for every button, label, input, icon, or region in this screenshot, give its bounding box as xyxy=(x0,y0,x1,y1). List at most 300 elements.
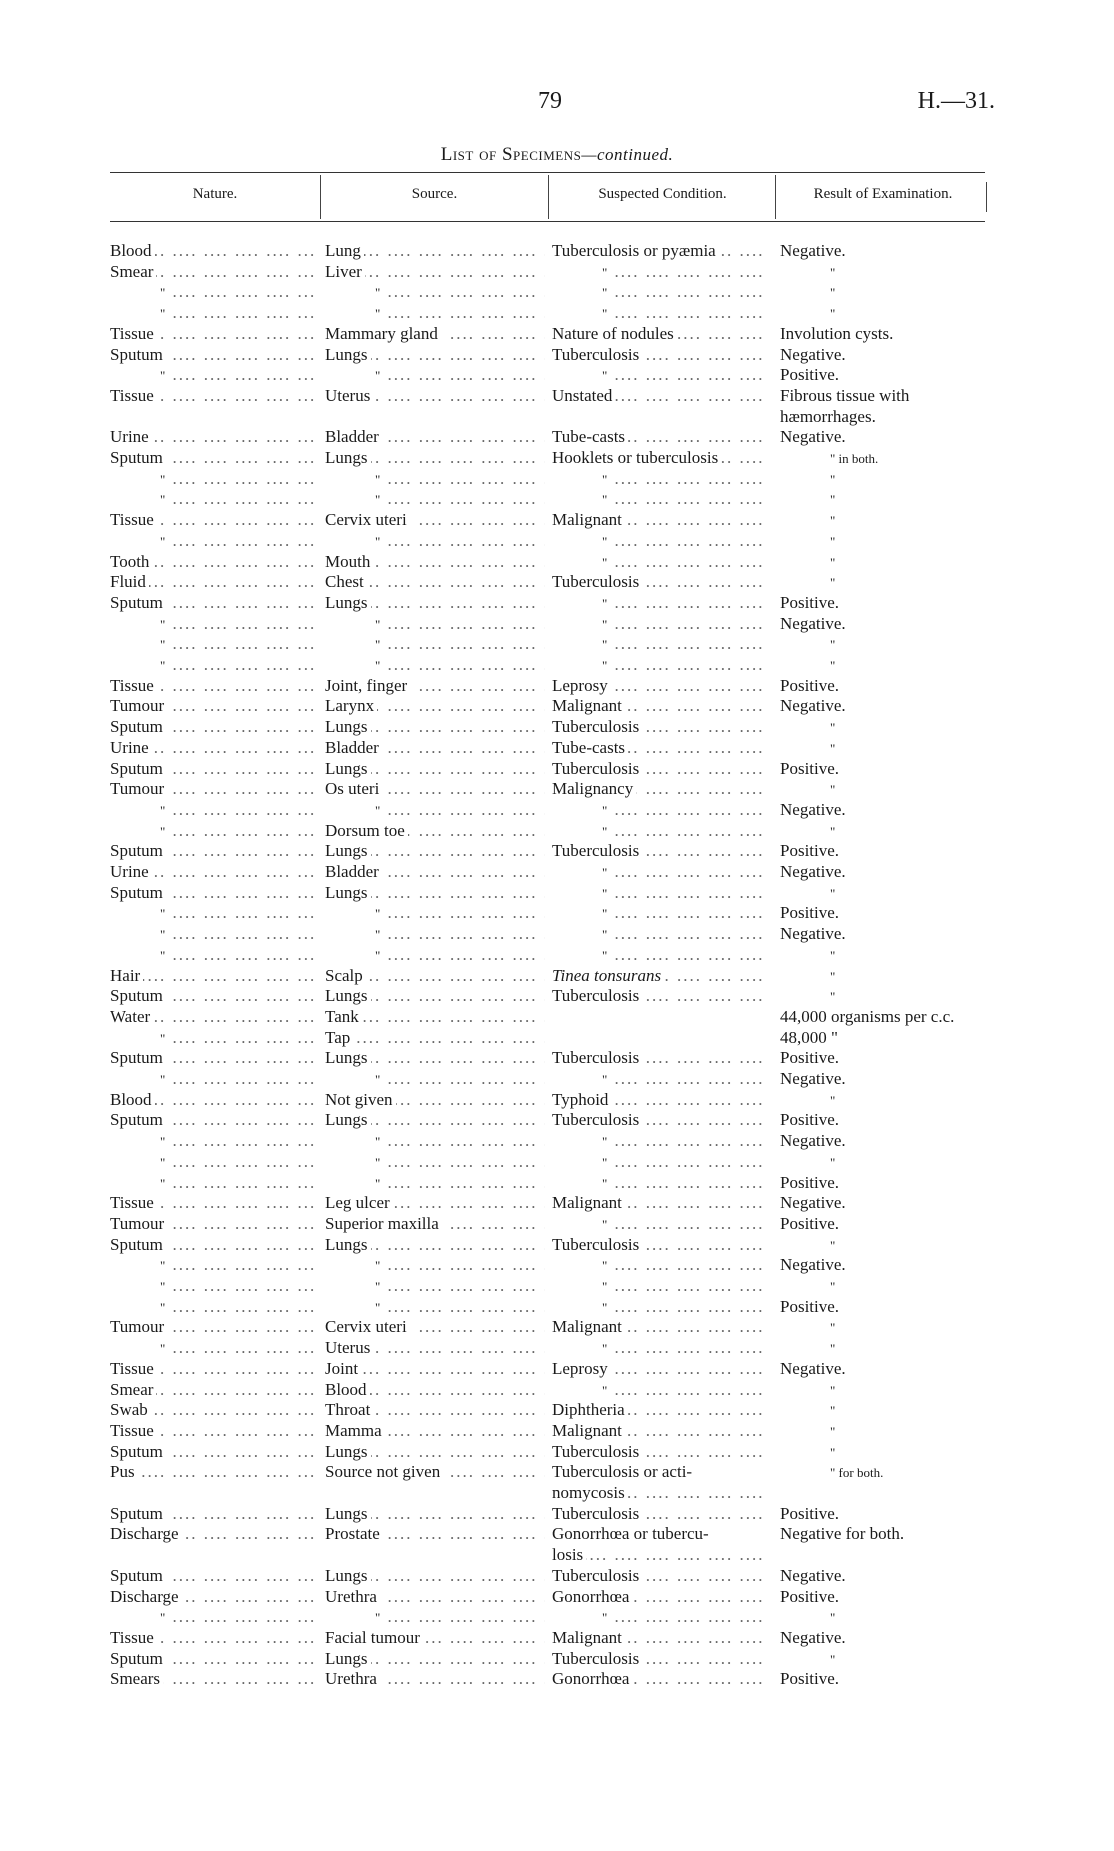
result-cell: Negative. xyxy=(780,344,995,365)
result-cell: Positive. xyxy=(780,1586,995,1607)
source-cell: Facial tumour .... xyxy=(325,1627,545,1648)
nature-cell: " .... xyxy=(110,902,315,924)
source-cell: " .... xyxy=(325,302,545,324)
table-row xyxy=(0,737,1114,758)
source-cell: Lungs .... xyxy=(325,1565,545,1586)
nature-cell: Sputum .... xyxy=(110,1565,315,1586)
condition-cell xyxy=(552,406,770,427)
nature-cell: Tooth .... xyxy=(110,551,315,572)
nature-cell: Smear .... xyxy=(110,1379,315,1400)
result-cell: " xyxy=(780,654,995,676)
nature-cell: " .... xyxy=(110,820,315,842)
result-cell: 48,000 " xyxy=(780,1027,995,1048)
condition-cell: losis .... xyxy=(552,1544,770,1565)
table-row xyxy=(0,716,1114,737)
result-cell: " xyxy=(780,302,995,324)
result-cell: Negative. xyxy=(780,613,995,634)
table-row xyxy=(0,488,1114,509)
result-cell xyxy=(780,1544,995,1565)
source-cell: Leg ulcer .... xyxy=(325,1192,545,1213)
table-row xyxy=(0,1565,1114,1586)
nature-cell: " .... xyxy=(110,654,315,676)
source-cell: Mammary gland .... xyxy=(325,323,545,344)
nature-cell: " .... xyxy=(110,488,315,510)
nature-cell: " .... xyxy=(110,1027,315,1049)
source-cell: Urethra .... xyxy=(325,1586,545,1607)
column-separator xyxy=(986,182,987,212)
column-header-result: Result of Examination. xyxy=(813,186,953,202)
table-row xyxy=(0,778,1114,799)
condition-cell: Malignant .... xyxy=(552,1627,770,1648)
table-row xyxy=(0,1461,1114,1482)
nature-cell: Pus .... xyxy=(110,1461,315,1482)
table-row xyxy=(0,1027,1114,1048)
condition-cell: Gonorrhœa .... xyxy=(552,1586,770,1607)
source-cell: Lungs .... xyxy=(325,1234,545,1255)
condition-cell: " .... xyxy=(552,364,770,386)
condition-cell: Tuberculosis .... xyxy=(552,1109,770,1130)
source-cell: Scalp .... xyxy=(325,965,545,986)
source-cell: " .... xyxy=(325,1296,545,1318)
table-row xyxy=(0,1151,1114,1172)
result-cell: " xyxy=(780,944,995,966)
condition-cell: " .... xyxy=(552,861,770,883)
table-row xyxy=(0,1006,1114,1027)
nature-cell: Blood .... xyxy=(110,240,315,261)
nature-cell: Sputum .... xyxy=(110,1109,315,1130)
table-row xyxy=(0,1130,1114,1151)
condition-cell: Gonorrhœa or tubercu- xyxy=(552,1523,770,1544)
result-cell: Positive. xyxy=(780,902,995,923)
result-cell: " xyxy=(780,737,995,759)
nature-cell: Fluid .... xyxy=(110,571,315,592)
result-cell: " xyxy=(780,882,995,904)
result-cell: " xyxy=(780,985,995,1007)
result-cell: Negative. xyxy=(780,1254,995,1275)
result-cell: hæmorrhages. xyxy=(780,406,995,427)
condition-cell: " .... xyxy=(552,633,770,655)
table-row xyxy=(0,1296,1114,1317)
table-row xyxy=(0,1379,1114,1400)
result-cell: Negative. xyxy=(780,240,995,261)
source-cell: " .... xyxy=(325,1606,545,1628)
table-row xyxy=(0,406,1114,427)
source-cell: Lung .... xyxy=(325,240,545,261)
table-row xyxy=(0,902,1114,923)
condition-cell: Unstated .... xyxy=(552,385,770,406)
condition-cell: Gonorrhœa .... xyxy=(552,1668,770,1689)
condition-cell: " .... xyxy=(552,1172,770,1194)
table-row xyxy=(0,344,1114,365)
condition-cell: Malignant .... xyxy=(552,1420,770,1441)
result-cell: Positive. xyxy=(780,592,995,613)
result-cell: " xyxy=(780,509,995,531)
result-cell: Negative. xyxy=(780,426,995,447)
nature-cell: " .... xyxy=(110,302,315,324)
condition-cell: " .... xyxy=(552,1275,770,1297)
result-cell: Negative. xyxy=(780,1068,995,1089)
result-cell: " xyxy=(780,965,995,987)
source-cell: Dorsum toe .... xyxy=(325,820,545,841)
source-cell: " .... xyxy=(325,944,545,966)
source-cell: Lungs .... xyxy=(325,840,545,861)
condition-cell: " .... xyxy=(552,1296,770,1318)
source-cell: " .... xyxy=(325,1151,545,1173)
result-cell: " for both. xyxy=(780,1461,995,1483)
source-cell: Lungs .... xyxy=(325,716,545,737)
condition-cell: Tuberculosis .... xyxy=(552,758,770,779)
nature-cell: Urine .... xyxy=(110,426,315,447)
condition-cell: " .... xyxy=(552,882,770,904)
nature-cell: Tumour .... xyxy=(110,695,315,716)
condition-cell: Tuberculosis .... xyxy=(552,1234,770,1255)
column-separator xyxy=(548,175,549,219)
source-cell: Lungs .... xyxy=(325,985,545,1006)
source-cell: Lungs .... xyxy=(325,1648,545,1669)
condition-cell: Tuberculosis or acti- xyxy=(552,1461,770,1482)
table-row xyxy=(0,1254,1114,1275)
nature-cell: " .... xyxy=(110,1606,315,1628)
condition-cell: " .... xyxy=(552,902,770,924)
page-number: 79 xyxy=(538,88,562,114)
result-cell: " xyxy=(780,1234,995,1256)
condition-cell: " .... xyxy=(552,799,770,821)
table-row xyxy=(0,323,1114,344)
condition-cell: " .... xyxy=(552,488,770,510)
result-cell: " xyxy=(780,778,995,800)
condition-cell: Tuberculosis .... xyxy=(552,1565,770,1586)
condition-cell: " .... xyxy=(552,1254,770,1276)
source-cell: Liver .... xyxy=(325,261,545,282)
condition-cell: Tuberculosis .... xyxy=(552,716,770,737)
table-row xyxy=(0,1234,1114,1255)
source-cell: " .... xyxy=(325,613,545,635)
table-row xyxy=(0,1337,1114,1358)
table-row xyxy=(0,1109,1114,1130)
nature-cell: " .... xyxy=(110,1151,315,1173)
table-row xyxy=(0,1627,1114,1648)
list-title xyxy=(0,144,1114,166)
result-cell: Positive. xyxy=(780,1296,995,1317)
result-cell: " xyxy=(780,1316,995,1338)
table-header-rule xyxy=(110,221,985,222)
condition-cell: " .... xyxy=(552,592,770,614)
source-cell: Uterus .... xyxy=(325,385,545,406)
condition-cell xyxy=(552,1006,770,1027)
table-row xyxy=(0,1503,1114,1524)
nature-cell: Sputum .... xyxy=(110,882,315,903)
nature-cell: " .... xyxy=(110,1275,315,1297)
nature-cell: " .... xyxy=(110,281,315,303)
table-row xyxy=(0,281,1114,302)
table-row xyxy=(0,385,1114,406)
source-cell: " .... xyxy=(325,1068,545,1090)
nature-cell xyxy=(110,406,315,427)
table-row xyxy=(0,509,1114,530)
nature-cell: Tissue .... xyxy=(110,1358,315,1379)
nature-cell: " .... xyxy=(110,1068,315,1090)
condition-cell: " .... xyxy=(552,654,770,676)
table-row xyxy=(0,613,1114,634)
table-row xyxy=(0,447,1114,468)
result-cell: " xyxy=(780,716,995,738)
condition-cell: Tube-casts .... xyxy=(552,426,770,447)
result-cell: " xyxy=(780,1420,995,1442)
column-separator xyxy=(320,175,321,219)
nature-cell: " .... xyxy=(110,1172,315,1194)
source-cell: Joint .... xyxy=(325,1358,545,1379)
result-cell: Positive. xyxy=(780,840,995,861)
result-cell: Negative for both. xyxy=(780,1523,995,1544)
nature-cell: " .... xyxy=(110,1296,315,1318)
table-row xyxy=(0,1047,1114,1068)
nature-cell: Smears .... xyxy=(110,1668,315,1689)
result-cell: 44,000 organisms per c.c. xyxy=(780,1006,995,1027)
table-row xyxy=(0,820,1114,841)
result-cell: " xyxy=(780,1379,995,1401)
result-cell: Positive. xyxy=(780,1213,995,1234)
nature-cell: Tissue .... xyxy=(110,1420,315,1441)
table-row xyxy=(0,1586,1114,1607)
condition-cell: " .... xyxy=(552,1130,770,1152)
result-cell: " xyxy=(780,1441,995,1463)
table-row xyxy=(0,1420,1114,1441)
condition-cell: " .... xyxy=(552,1151,770,1173)
source-cell xyxy=(325,1544,545,1565)
result-cell: Negative. xyxy=(780,1358,995,1379)
source-cell: " .... xyxy=(325,1275,545,1297)
result-cell: " xyxy=(780,281,995,303)
source-cell: " .... xyxy=(325,281,545,303)
source-cell: Lungs .... xyxy=(325,758,545,779)
table-top-rule xyxy=(110,172,985,173)
table-row xyxy=(0,1192,1114,1213)
source-cell: " .... xyxy=(325,923,545,945)
condition-cell: Tuberculosis .... xyxy=(552,344,770,365)
result-cell: " xyxy=(780,488,995,510)
source-cell: Tap .... xyxy=(325,1027,545,1048)
source-cell: " .... xyxy=(325,488,545,510)
nature-cell xyxy=(110,1544,315,1565)
condition-cell: " .... xyxy=(552,944,770,966)
result-cell: Negative. xyxy=(780,1565,995,1586)
source-cell: Superior maxilla .... xyxy=(325,1213,545,1234)
source-cell: Mamma .... xyxy=(325,1420,545,1441)
table-row xyxy=(0,240,1114,261)
column-header-source: Source. xyxy=(411,186,458,202)
nature-cell: Sputum .... xyxy=(110,985,315,1006)
table-row xyxy=(0,1544,1114,1565)
document-reference: H.—31. xyxy=(917,88,995,114)
result-cell: " xyxy=(780,551,995,573)
source-cell: Joint, finger .... xyxy=(325,675,545,696)
condition-cell: " .... xyxy=(552,551,770,573)
result-cell: " xyxy=(780,1275,995,1297)
table-row xyxy=(0,1399,1114,1420)
source-cell: Cervix uteri .... xyxy=(325,509,545,530)
nature-cell: Tissue .... xyxy=(110,509,315,530)
source-cell: " .... xyxy=(325,1130,545,1152)
result-cell: Positive. xyxy=(780,675,995,696)
result-cell: Involution cysts. xyxy=(780,323,995,344)
condition-cell: nomycosis .... xyxy=(552,1482,770,1503)
source-cell: " .... xyxy=(325,530,545,552)
nature-cell: Sputum .... xyxy=(110,447,315,468)
condition-cell: Typhoid .... xyxy=(552,1089,770,1110)
condition-cell: " .... xyxy=(552,1606,770,1628)
table-row xyxy=(0,1441,1114,1462)
nature-cell: Sputum .... xyxy=(110,1503,315,1524)
source-cell: " .... xyxy=(325,799,545,821)
result-cell: " xyxy=(780,1648,995,1670)
nature-cell: " .... xyxy=(110,923,315,945)
source-cell: Lungs .... xyxy=(325,447,545,468)
condition-cell: Tuberculosis .... xyxy=(552,985,770,1006)
condition-cell: Leprosy .... xyxy=(552,1358,770,1379)
source-cell: Bladder .... xyxy=(325,426,545,447)
source-cell: Mouth .... xyxy=(325,551,545,572)
condition-cell: " .... xyxy=(552,530,770,552)
condition-cell: Tuberculosis .... xyxy=(552,840,770,861)
result-cell: Positive. xyxy=(780,1668,995,1689)
table-row xyxy=(0,654,1114,675)
nature-cell: Tissue .... xyxy=(110,675,315,696)
source-cell: Blood .... xyxy=(325,1379,545,1400)
nature-cell xyxy=(110,1482,315,1503)
nature-cell: Hair .... xyxy=(110,965,315,986)
nature-cell: Tumour .... xyxy=(110,1213,315,1234)
source-cell: Cervix uteri .... xyxy=(325,1316,545,1337)
condition-cell: Nature of nodules .... xyxy=(552,323,770,344)
nature-cell: Sputum .... xyxy=(110,1047,315,1068)
nature-cell: " .... xyxy=(110,468,315,490)
nature-cell: " .... xyxy=(110,633,315,655)
table-row xyxy=(0,882,1114,903)
condition-cell: Tuberculosis .... xyxy=(552,571,770,592)
table-row xyxy=(0,571,1114,592)
table-row xyxy=(0,985,1114,1006)
source-cell: Lungs .... xyxy=(325,882,545,903)
source-cell: Prostate .... xyxy=(325,1523,545,1544)
table-row xyxy=(0,758,1114,779)
table-row xyxy=(0,1668,1114,1689)
source-cell: Uterus .... xyxy=(325,1337,545,1358)
source-cell: " .... xyxy=(325,902,545,924)
result-cell: Negative. xyxy=(780,1627,995,1648)
nature-cell: Tissue .... xyxy=(110,323,315,344)
table-row xyxy=(0,799,1114,820)
nature-cell: Swab .... xyxy=(110,1399,315,1420)
source-cell: " .... xyxy=(325,654,545,676)
table-row xyxy=(0,944,1114,965)
result-cell: Positive. xyxy=(780,364,995,385)
nature-cell: Tissue .... xyxy=(110,385,315,406)
table-row xyxy=(0,1275,1114,1296)
nature-cell: Sputum .... xyxy=(110,1648,315,1669)
condition-cell: Malignant .... xyxy=(552,509,770,530)
source-cell xyxy=(325,1482,545,1503)
source-cell: Bladder .... xyxy=(325,861,545,882)
nature-cell: " .... xyxy=(110,1337,315,1359)
result-cell: Positive. xyxy=(780,1047,995,1068)
result-cell: Positive. xyxy=(780,1172,995,1193)
result-cell: Negative. xyxy=(780,695,995,716)
condition-cell: Malignancy .... xyxy=(552,778,770,799)
condition-cell: Malignant .... xyxy=(552,1316,770,1337)
condition-cell: Tuberculosis or pyæmia .... xyxy=(552,240,770,261)
nature-cell: Sputum .... xyxy=(110,758,315,779)
source-cell: Lungs .... xyxy=(325,1047,545,1068)
nature-cell: " .... xyxy=(110,799,315,821)
table-row xyxy=(0,1089,1114,1110)
result-cell: Positive. xyxy=(780,1109,995,1130)
result-cell: " xyxy=(780,261,995,283)
nature-cell: Tumour .... xyxy=(110,778,315,799)
condition-cell: Tuberculosis .... xyxy=(552,1648,770,1669)
condition-cell: " .... xyxy=(552,281,770,303)
table-row xyxy=(0,1648,1114,1669)
result-cell: " in both. xyxy=(780,447,995,469)
result-cell: " xyxy=(780,1337,995,1359)
nature-cell: Smear .... xyxy=(110,261,315,282)
source-cell: " .... xyxy=(325,633,545,655)
source-cell: Throat .... xyxy=(325,1399,545,1420)
condition-cell: " .... xyxy=(552,302,770,324)
condition-cell: " .... xyxy=(552,1337,770,1359)
source-cell: " .... xyxy=(325,1254,545,1276)
column-header-suspected-condition: Suspected Condition. xyxy=(598,186,727,202)
table-row xyxy=(0,1316,1114,1337)
condition-cell: " .... xyxy=(552,1379,770,1401)
result-cell: " xyxy=(780,530,995,552)
condition-cell: Tube-casts .... xyxy=(552,737,770,758)
list-title-main: List of Specimens xyxy=(440,144,582,165)
nature-cell: " .... xyxy=(110,944,315,966)
condition-cell: " .... xyxy=(552,613,770,635)
column-header-nature: Nature. xyxy=(192,186,238,202)
table-row xyxy=(0,861,1114,882)
table-row xyxy=(0,965,1114,986)
condition-cell: " .... xyxy=(552,1213,770,1235)
condition-cell: Leprosy .... xyxy=(552,675,770,696)
nature-cell: " .... xyxy=(110,364,315,386)
nature-cell: " .... xyxy=(110,613,315,635)
result-cell: " xyxy=(780,820,995,842)
table-row xyxy=(0,468,1114,489)
condition-cell: Malignant .... xyxy=(552,695,770,716)
result-cell: " xyxy=(780,1151,995,1173)
nature-cell: Water .... xyxy=(110,1006,315,1027)
result-cell: Fibrous tissue with xyxy=(780,385,995,406)
source-cell: " .... xyxy=(325,364,545,386)
table-row xyxy=(0,1172,1114,1193)
table-row xyxy=(0,261,1114,282)
condition-cell: " .... xyxy=(552,1068,770,1090)
nature-cell: Urine .... xyxy=(110,861,315,882)
source-cell: Lungs .... xyxy=(325,1109,545,1130)
source-cell: Chest .... xyxy=(325,571,545,592)
source-cell: Not given .... xyxy=(325,1089,545,1110)
nature-cell: Sputum .... xyxy=(110,1234,315,1255)
result-cell: " xyxy=(780,468,995,490)
source-cell: Urethra .... xyxy=(325,1668,545,1689)
condition-cell: " .... xyxy=(552,468,770,490)
nature-cell: Urine .... xyxy=(110,737,315,758)
table-row xyxy=(0,364,1114,385)
condition-cell: Hooklets or tuberculosis .... xyxy=(552,447,770,468)
source-cell: Os uteri .... xyxy=(325,778,545,799)
table-row xyxy=(0,1068,1114,1089)
